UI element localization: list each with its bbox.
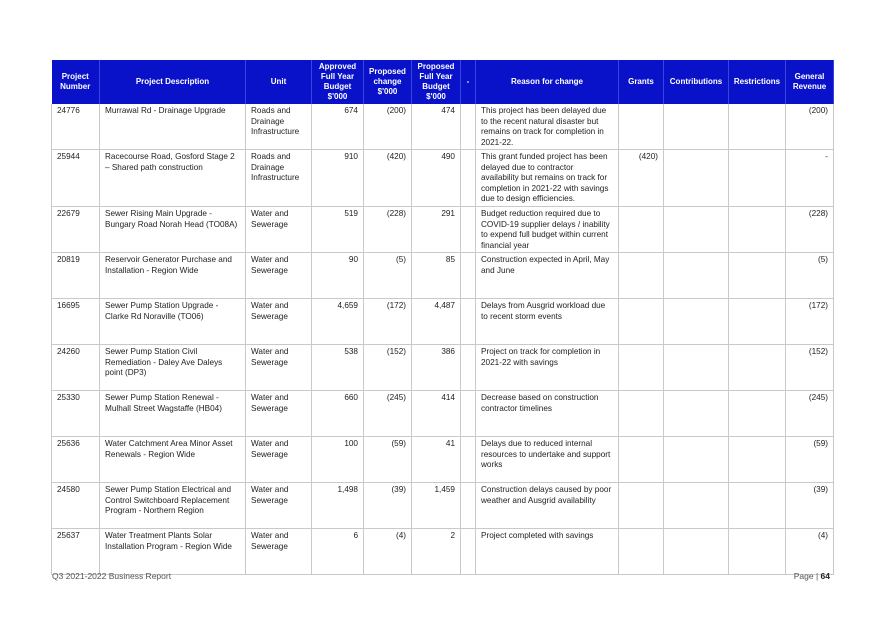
header-project-description: Project Description <box>100 60 246 104</box>
cell-project-number: 16695 <box>52 299 100 345</box>
footer-page <box>794 571 830 581</box>
cell-grants <box>619 253 664 299</box>
cell-proposed-change: (172) <box>364 299 412 345</box>
cell-approved-budget: 519 <box>312 207 364 253</box>
cell-proposed-change: (228) <box>364 207 412 253</box>
cell-reason: Project completed with savings <box>476 529 619 575</box>
cell-restrictions <box>729 253 786 299</box>
header-approved-budget: Approved Full Year Budget $'000 <box>312 60 364 104</box>
cell-approved-budget: 6 <box>312 529 364 575</box>
cell-contributions <box>664 104 729 150</box>
header-blank: - <box>461 60 476 104</box>
cell-restrictions <box>729 345 786 391</box>
cell-general-revenue: (172) <box>786 299 834 345</box>
cell-description: Water Catchment Area Minor Asset Renewals - Region Wide <box>100 437 246 483</box>
header-project-number: Project Number <box>52 60 100 104</box>
cell-project-number: 24776 <box>52 104 100 150</box>
cell-grants <box>619 299 664 345</box>
cell-proposed-budget: 490 <box>412 150 461 207</box>
cell-proposed-budget: 85 <box>412 253 461 299</box>
cell-general-revenue: - <box>786 150 834 207</box>
cell-proposed-budget: 1,459 <box>412 483 461 529</box>
table-row <box>52 104 834 150</box>
cell-grants <box>619 345 664 391</box>
cell-general-revenue: (245) <box>786 391 834 437</box>
cell-approved-budget: 660 <box>312 391 364 437</box>
cell-proposed-change: (59) <box>364 437 412 483</box>
cell-contributions <box>664 345 729 391</box>
table-row <box>52 299 834 345</box>
cell-proposed-change: (4) <box>364 529 412 575</box>
cell-unit: Roads and Drainage Infrastructure <box>246 150 312 207</box>
cell-general-revenue: (228) <box>786 207 834 253</box>
cell-blank <box>461 529 476 575</box>
cell-grants <box>619 529 664 575</box>
table-row <box>52 483 834 529</box>
cell-contributions <box>664 253 729 299</box>
cell-blank <box>461 483 476 529</box>
cell-reason: Construction delays caused by poor weather and Ausgrid availability <box>476 483 619 529</box>
cell-approved-budget: 674 <box>312 104 364 150</box>
cell-reason: Delays from Ausgrid workload due to recent storm events <box>476 299 619 345</box>
cell-unit: Roads and Drainage Infrastructure <box>246 104 312 150</box>
cell-general-revenue: (200) <box>786 104 834 150</box>
table-row <box>52 207 834 253</box>
cell-blank <box>461 345 476 391</box>
cell-blank <box>461 253 476 299</box>
cell-restrictions <box>729 529 786 575</box>
footer-page-number: 64 <box>820 571 830 581</box>
cell-project-number: 25637 <box>52 529 100 575</box>
table-header-row <box>52 60 834 104</box>
cell-unit: Water and Sewerage <box>246 437 312 483</box>
cell-description: Murrawal Rd - Drainage Upgrade <box>100 104 246 150</box>
cell-approved-budget: 910 <box>312 150 364 207</box>
cell-proposed-budget: 414 <box>412 391 461 437</box>
cell-description: Sewer Pump Station Upgrade - Clarke Rd Noraville (TO06) <box>100 299 246 345</box>
cell-unit: Water and Sewerage <box>246 299 312 345</box>
header-unit: Unit <box>246 60 312 104</box>
cell-contributions <box>664 437 729 483</box>
cell-restrictions <box>729 391 786 437</box>
table-row <box>52 345 834 391</box>
cell-restrictions <box>729 299 786 345</box>
cell-approved-budget: 538 <box>312 345 364 391</box>
cell-description: Water Treatment Plants Solar Installation Program - Region Wide <box>100 529 246 575</box>
cell-approved-budget: 1,498 <box>312 483 364 529</box>
cell-description: Sewer Pump Station Civil Remediation - Daley Ave Daleys point (DP3) <box>100 345 246 391</box>
cell-project-number: 25944 <box>52 150 100 207</box>
cell-unit: Water and Sewerage <box>246 529 312 575</box>
cell-description: Racecourse Road, Gosford Stage 2 – Shared path construction <box>100 150 246 207</box>
cell-blank <box>461 299 476 345</box>
cell-proposed-budget: 2 <box>412 529 461 575</box>
cell-blank <box>461 391 476 437</box>
cell-proposed-budget: 4,487 <box>412 299 461 345</box>
cell-grants <box>619 391 664 437</box>
table-row <box>52 437 834 483</box>
cell-proposed-change: (200) <box>364 104 412 150</box>
cell-description: Reservoir Generator Purchase and Installation - Region Wide <box>100 253 246 299</box>
cell-grants <box>619 437 664 483</box>
cell-unit: Water and Sewerage <box>246 391 312 437</box>
cell-description: Sewer Rising Main Upgrade - Bungary Road Norah Head (TO08A) <box>100 207 246 253</box>
cell-contributions <box>664 299 729 345</box>
cell-reason: This project has been delayed due to the recent natural disaster but remains on track for completion in 2021-22. <box>476 104 619 150</box>
cell-project-number: 25636 <box>52 437 100 483</box>
cell-reason: Construction expected in April, May and June <box>476 253 619 299</box>
cell-unit: Water and Sewerage <box>246 253 312 299</box>
cell-description: Sewer Pump Station Electrical and Control Switchboard Replacement Program - Northern Region <box>100 483 246 529</box>
cell-project-number: 20819 <box>52 253 100 299</box>
cell-project-number: 24260 <box>52 345 100 391</box>
cell-proposed-budget: 474 <box>412 104 461 150</box>
cell-restrictions <box>729 207 786 253</box>
header-general-revenue: General Revenue <box>786 60 834 104</box>
header-reason: Reason for change <box>476 60 619 104</box>
cell-general-revenue: (39) <box>786 483 834 529</box>
table-body <box>52 104 834 575</box>
cell-contributions <box>664 483 729 529</box>
cell-unit: Water and Sewerage <box>246 483 312 529</box>
table-row <box>52 391 834 437</box>
cell-general-revenue: (59) <box>786 437 834 483</box>
cell-blank <box>461 150 476 207</box>
cell-general-revenue: (5) <box>786 253 834 299</box>
cell-grants: (420) <box>619 150 664 207</box>
cell-grants <box>619 483 664 529</box>
table-row <box>52 529 834 575</box>
cell-proposed-budget: 41 <box>412 437 461 483</box>
cell-contributions <box>664 207 729 253</box>
cell-approved-budget: 100 <box>312 437 364 483</box>
header-restrictions: Restrictions <box>729 60 786 104</box>
cell-restrictions <box>729 150 786 207</box>
header-contributions: Contributions <box>664 60 729 104</box>
footer-page-label: Page | <box>793 571 819 581</box>
cell-reason: Budget reduction required due to COVID-19 supplier delays / inability to expend full budget within current financial year <box>476 207 619 253</box>
table-row <box>52 253 834 299</box>
cell-reason: Delays due to reduced internal resources to undertake and support works <box>476 437 619 483</box>
cell-reason: Decrease based on construction contractor timelines <box>476 391 619 437</box>
cell-proposed-budget: 291 <box>412 207 461 253</box>
cell-restrictions <box>729 104 786 150</box>
cell-restrictions <box>729 483 786 529</box>
cell-unit: Water and Sewerage <box>246 345 312 391</box>
cell-unit: Water and Sewerage <box>246 207 312 253</box>
cell-proposed-change: (152) <box>364 345 412 391</box>
cell-blank <box>461 207 476 253</box>
cell-proposed-change: (39) <box>364 483 412 529</box>
cell-contributions <box>664 150 729 207</box>
cell-blank <box>461 104 476 150</box>
cell-contributions <box>664 529 729 575</box>
cell-approved-budget: 90 <box>312 253 364 299</box>
cell-proposed-change: (245) <box>364 391 412 437</box>
cell-blank <box>461 437 476 483</box>
cell-project-number: 24580 <box>52 483 100 529</box>
cell-proposed-change: (5) <box>364 253 412 299</box>
header-grants: Grants <box>619 60 664 104</box>
cell-approved-budget: 4,659 <box>312 299 364 345</box>
cell-grants <box>619 207 664 253</box>
cell-project-number: 25330 <box>52 391 100 437</box>
cell-general-revenue: (152) <box>786 345 834 391</box>
header-proposed-change: Proposed change $'000 <box>364 60 412 104</box>
cell-reason: This grant funded project has been delayed due to contractor availability but remains on track for completion in 2021-22 with savings due to design efficiencies. <box>476 150 619 207</box>
cell-grants <box>619 104 664 150</box>
header-proposed-budget: Proposed Full Year Budget $'000 <box>412 60 461 104</box>
footer-report-title: Q3 2021-2022 Business Report <box>52 571 172 581</box>
cell-reason: Project on track for completion in 2021-22 with savings <box>476 345 619 391</box>
capital-works-table <box>51 60 834 575</box>
cell-proposed-budget: 386 <box>412 345 461 391</box>
cell-project-number: 22679 <box>52 207 100 253</box>
table-row <box>52 150 834 207</box>
cell-proposed-change: (420) <box>364 150 412 207</box>
cell-restrictions <box>729 437 786 483</box>
cell-description: Sewer Pump Station Renewal - Mulhall Street Wagstaffe (HB04) <box>100 391 246 437</box>
cell-general-revenue: (4) <box>786 529 834 575</box>
cell-contributions <box>664 391 729 437</box>
